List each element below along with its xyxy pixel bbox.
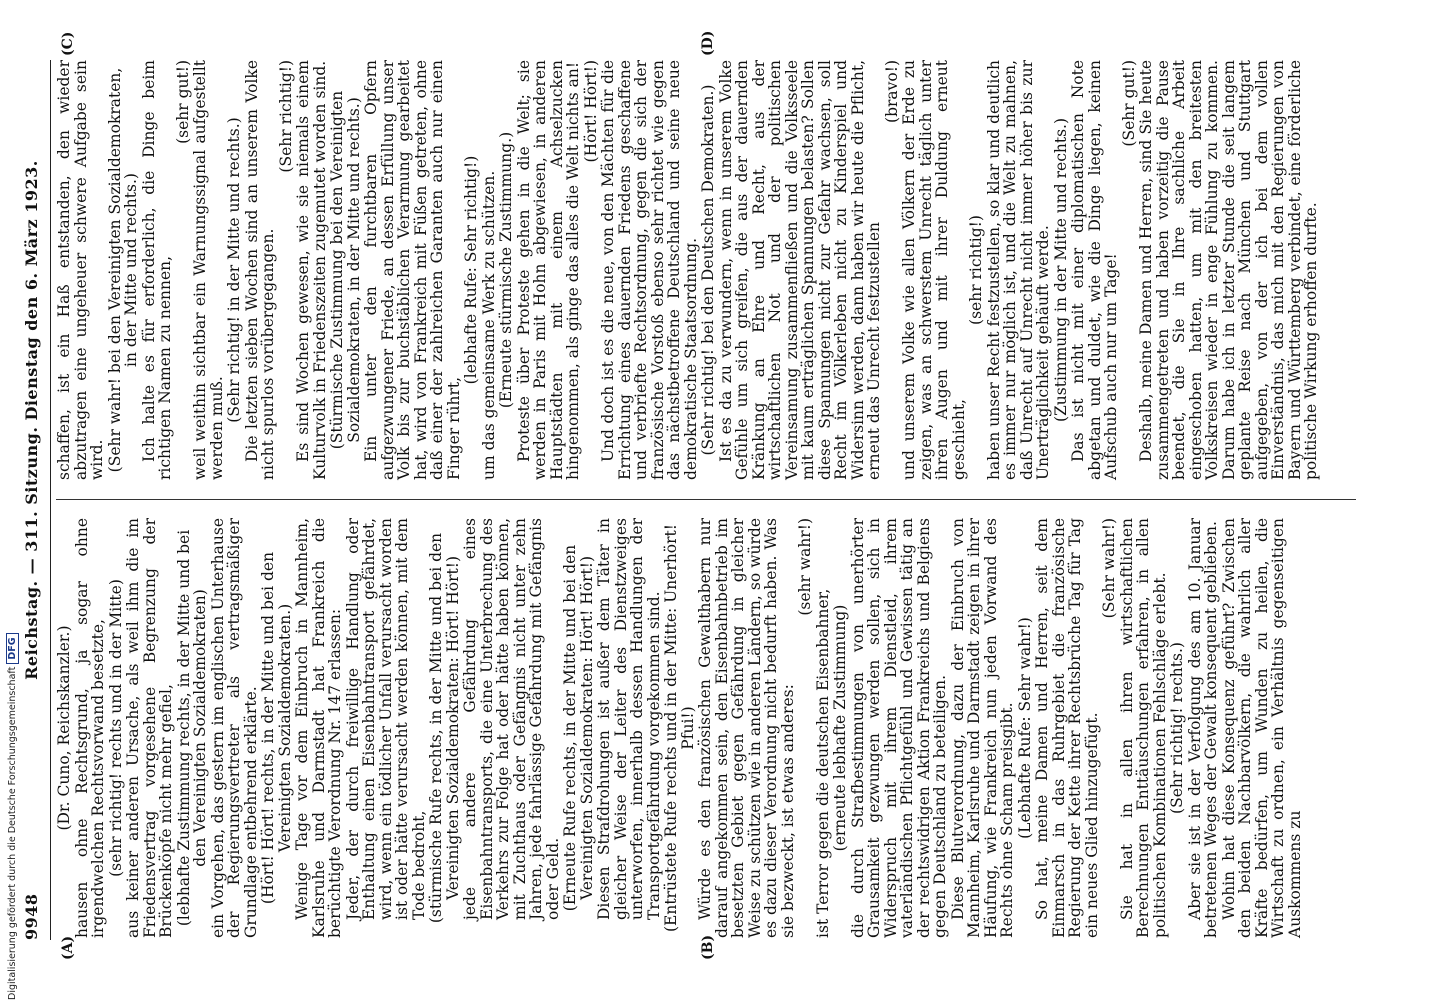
paragraph: um das gemeinsame Werk zu schützen.: [479, 170, 498, 480]
interjection: (erneute lebhafte Zustimmung): [831, 604, 849, 852]
interjection: (Sehr wahr! bei den Vereinigten Sozialdemokraten, in der Mitte und rechts.): [105, 67, 140, 473]
paragraph: Proteste über Proteste gehen in die Welt; sie werden in Paris mit Hohn abgewiesen, in anderen Hauptstädten mit einem Achselzucken hingenommen, als ginge das alles die Welt nichts an!: [514, 60, 582, 480]
paragraph: ist Terror gegen die deutschen Eisenbahner,: [813, 588, 832, 938]
paragraph: haben unser Recht festzustellen, so klar und deutlich es immer nur möglich ist, und die Welt zu mahnen, daß Unrecht auf Unrecht nicht immer höher bis zur Unerträglichkeit gehäuft werde.: [984, 60, 1052, 480]
interjection: (stürmische Rufe rechts, in der Mitte und bei den Vereinigten Sozialdemokraten: Hört! Hört!): [427, 532, 462, 924]
interjection: (sehr richtig! rechts und in der Mitte): [106, 579, 125, 877]
paragraph: hausen ohne Rechtsgrund, ja sogar ohne irgendwelchen Rechtsvorwand besetzte,: [72, 518, 107, 938]
interjection: (sehr gut!): [173, 60, 192, 144]
interjection: (Dr. Cuno, Reichskanzler.): [55, 625, 73, 831]
paragraph: Jeder, der durch freiwillige Handlung oder Enthaltung einen Eisenbahntransport gefährdet, wird, wenn ein tödlicher Unfall verursacht worden ist oder hätte verursacht werden können, mit dem Tode bedroht,: [343, 518, 428, 920]
page-header: [20, 60, 48, 940]
paragraph: Würde es den französischen Gewalthabern nur darauf angekommen sein, den Eisenbahnbetrieb im besetzten Gebiet gegen Gefährdung in gleicher Weise zu schützen wie in anderen Ländern, so würde es dazu dieser Verordnung nicht bedurft haben. Was sie bezweckt, ist etwas anderes:: [696, 518, 797, 938]
margin-marker-d: (D): [700, 30, 716, 56]
paragraph: Wenige Tage vor dem Einbruch in Mannheim, Karlsruhe und Darmstadt hat Frankreich die berüchtigte Verordnung Nr. 147 erlassen:: [293, 518, 344, 938]
page-number: 9948: [22, 893, 41, 940]
interjection: (Zustimmung in der Mitte und rechts.): [1051, 117, 1070, 423]
paragraph: Es sind Wochen gewesen, wie sie niemals einem Kulturvolk in Friedenszeiten zugemutet worden sind.: [294, 60, 329, 480]
interjection: (Sehr gut!): [1119, 60, 1138, 147]
margin-marker-c: (C): [60, 31, 76, 56]
paragraph: ein Vorgehen, das gestern im englischen Unterhause der Regierungsvertreter als vertragsmäßiger Grundlage entbehrend erklärte.: [208, 518, 260, 938]
interjection: (Erneute Rufe rechts, in der Mitte und bei den Vereinigten Sozialdemokraten: Hört! Hört!): [561, 544, 596, 912]
interjection: (Sehr richtig! in der Mitte und rechts.): [225, 117, 243, 423]
interjection: (Entrüstete Rufe rechts und in der Mitte: Unerhört! Pfui!): [662, 523, 697, 933]
paragraph: So hat, meine Damen und Herren, seit dem Einmarsch in das Ruhrgebiet die französische Regierung der Kette ihrer Rechtsbrüche Tag für Tag ein neues Glied hinzugefügt.: [1033, 518, 1101, 938]
interjection: (Sehr richtig! bei den Deutschen Demokraten.): [699, 84, 717, 456]
interjection: (Hört! Hört! rechts, in der Mitte und bei den Vereinigten Sozialdemokraten.): [259, 551, 294, 905]
paragraph: und unserem Volke wie allen Völkern der Erde zu zeigen, was an schwerstem Unrecht täglich unter ihren Augen und mit ihrer Duldung erneut geschieht,: [900, 60, 968, 480]
paragraph: Ich halte es für erforderlich, die Dinge beim richtigen Namen zu nennen,: [139, 60, 174, 480]
interjection: (Sehr richtig!): [276, 60, 295, 173]
interjection: (lebhafte Rufe: Sehr richtig!): [462, 155, 480, 385]
left-column: [56, 518, 1304, 938]
paragraph: schaffen, ist ein Haß entstanden, den wieder abzutragen eine ungeheuer schwere Aufgabe sein wird.: [55, 60, 106, 480]
interjection: (sehr richtig!): [967, 215, 985, 325]
paragraph: Deshalb, meine Damen und Herren, sind Sie heute zusammengetreten und haben vorzeitig die Pause beendet, die Sie in Ihre sachliche Arbeit eingeschoben hatten, um mit den breitesten Volkskreisen wieder in enge Fühlung zu kommen. Darum habe ich in letzter Stunde die seit langem geplante Reise nach München und Stuttgart aufgegeben, von der ich bei dem vollen Einverständnis, das mich mit den Regierungen von Bayern und Württemberg verbindet, eine förderliche politische Wirkung erhoffen durfte.: [1137, 60, 1320, 480]
interjection: (Sehr wahr!): [1100, 518, 1118, 619]
paragraph: Das ist nicht mit einer diplomatischen Note abgetan und duldet, wie die Dinge liegen, keinen Aufschub auch nur um Tage!: [1069, 60, 1120, 480]
interjection: (Hört! Hört!): [581, 60, 600, 163]
interjection: (Erneute stürmische Zustimmung.): [497, 131, 515, 409]
interjection: (sehr wahr!): [796, 518, 814, 616]
dfg-logo: DFG: [6, 633, 19, 663]
interjection: (Sehr richtig! rechts.): [1168, 642, 1186, 814]
interjection: (lebhafte Zustimmung rechts, in der Mitte und bei den Vereinigten Sozialdemokraten): [174, 529, 209, 927]
paragraph: Ist es da zu verwundern, wenn in unserem Volke Gefühle um sich greifen, die aus der dauernden Kränkung an Ehre und Recht, aus der wirtschaftlichen Not und der politischen Vereinsamung zusammenfließen und die Volksseele mit kaum erträglichen Spannungen belasten? Sollen diese Spannungen nicht zur Gefahr wachsen, soll Recht im Völkerleben nicht zu Kinderspiel und Widersinn werden, dann haben wir heute die Pflicht, erneut das Unrecht festzustellen: [716, 60, 883, 480]
interjection: (bravo!): [882, 60, 901, 123]
paragraph: Die letzten sieben Wochen sind an unserem Volke nicht spurlos vorübergegangen.: [242, 60, 277, 480]
right-column: [56, 60, 1321, 480]
paragraph: Diese Blutverordnung, dazu der Einbruch von Mannheim, Karlsruhe und Darmstadt zeigen in ihrer Häufung, wie Frankreich nun jeden Vorwand des Rechts ohne Scham preisgibt.: [948, 518, 1016, 938]
paragraph: Sie hat in allen ihren wirtschaftlichen Berechnungen Enttäuschungen erfahren, in allen politischen Kombinationen Fehlschläge erlebt.: [1117, 518, 1169, 938]
interjection: (Stürmische Zustimmung bei den Vereinigten Sozialdemokraten, in der Mitte und rechts.): [328, 90, 363, 450]
paragraph: Wohin hat diese Konsequenz geführt? Zwischen den beiden Nachbarvölkern, die wahrlich aller Kräfte bedürfen, um Wunden zu heilen, die Wirtschaft zu ordnen, ein Verhältnis gegenseitigen Auskommens zu: [1219, 518, 1304, 938]
paragraph: Und doch ist es die neue, von den Mächten für die Errichtung eines dauernden Friedens geschaffene und verbriefte Rechtsordnung, gegen die sich der französische Vorstoß ebenso sehr richtet wie gegen das nächstbetroffene Deutschland und seine neue demokratische Staatsordnung.: [599, 60, 700, 480]
paragraph: weil weithin sichtbar ein Warnungssignal aufgestellt werden muß.: [191, 60, 226, 480]
header-rule: [50, 60, 51, 940]
paragraph: Diesen Strafdrohungen ist außer dem Täter in gleicher Weise der Leiter des Dienstzweiges unterworfen, innerhalb dessen Handlungen der Transportgefährdung vorgekommen sind.: [595, 518, 663, 920]
margin-marker-a: (A): [60, 935, 76, 960]
paragraph: Ein unter den furchtbaren Opfern aufgezwungener Friede, an dessen Erfüllung unser Volk bis zur buchstäblichen Verarmung gearbeitet hat, wird von Frankreich mit Füßen getreten, ohne daß einer der zahlreichen Garanten auch nur einen Finger rührt,: [362, 60, 463, 480]
paragraph: die durch Strafbestimmungen von unerhörter Grausamkeit gezwungen werden sollen, sich in Widerspruch mit ihrem Dienstleid, ihrem vaterländischen Pflichtgefühl und Gewissen tätig an der rechtswidrigen Aktion Frankreichs und Belgiens gegen Deutschland zu beteiligen.: [848, 518, 949, 938]
digitization-credit: [6, 0, 20, 1000]
paragraph: Aber sie ist in der Verfolgung des am 10. Januar betretenen Weges der Gewalt konsequent geblieben.: [1185, 518, 1220, 938]
paragraph: aus keiner anderen Ursache, als weil ihm die im Friedensvertrag vorgesehene Begrenzung der Brückenköpfe nicht mehr gefiel,: [124, 518, 175, 938]
interjection: (Lebhafte Rufe: Sehr wahr!): [1015, 617, 1034, 839]
margin-marker-b: (B): [700, 934, 716, 960]
paragraph: jede andere Gefährdung eines Eisenbahntransports, die eine Unterbrechung des Verkehrs zur Folge hat oder hätte haben können, mit Zuchthaus oder Gefängnis nicht unter zehn Jahren, jede fahrlässige Gefährdung mit Gefängnis oder Geld.: [461, 518, 562, 920]
column-divider: [56, 499, 1356, 500]
page-title: Reichstag. — 311. Sitzung. Dienstag den 6. März 1923.: [22, 160, 41, 680]
credit-text: Digitalisierung gefördert durch die Deutsche Forschungsgemeinschaft: [7, 666, 18, 1000]
